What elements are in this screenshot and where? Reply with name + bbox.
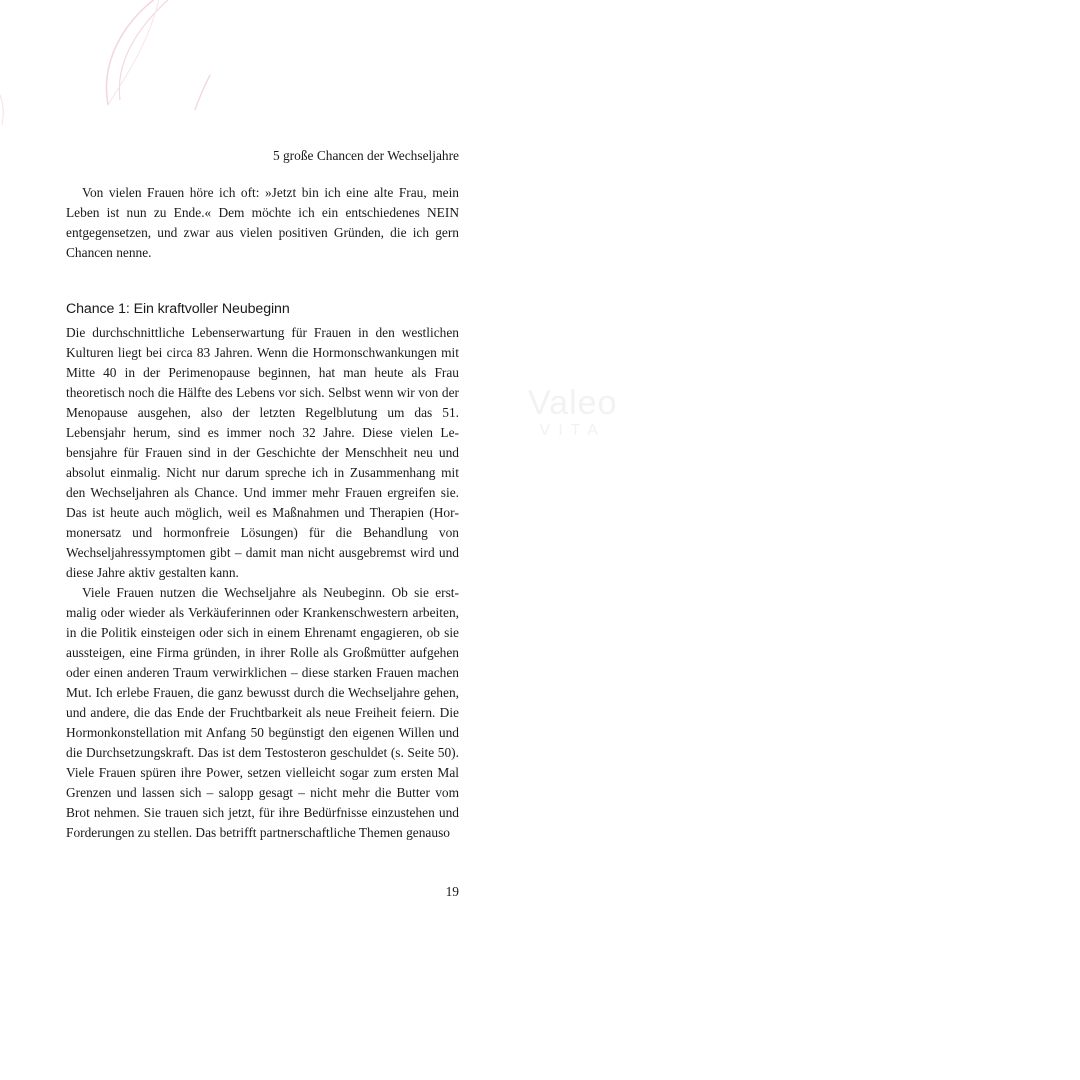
watermark-sub: VITA xyxy=(539,422,606,439)
paragraph-2: Viele Frauen nutzen die Wechseljahre als Neubeginn. Ob sie erstmalig oder wieder als Verkäuferinnen oder Krankenschwestern arbeiten, in die Politik einsteigen oder sich in einem Ehrenamt engagieren, ob sie aussteigen, eine Firma gründen, in ihrer Rolle als Großmütter aufgehen oder einen anderen Traum verwirklichen – diese starken Frauen machen Mut. Ich erlebe Frauen, die ganz bewusst durch die Wechseljahre gehen, und andere, die das Ende der Fruchtbarkeit als neue Freiheit feiern. Die Hormonkonstellation mit Anfang 50 begünstigt den eigenen Willen und die Durchsetzungskraft. Das ist dem Testosteron geschuldet (s. Seite 50). Viele Frauen spüren ihre Power, setzen vielleicht sogar zum ersten Mal Grenzen und lassen sich – salopp gesagt – nicht mehr die Butter vom Brot nehmen. Sie trauen sich jetzt, für ihre Bedürfnisse einzustehen und Forderungen zu stellen. Das betrifft partnerschaftliche Themen genauso xyxy=(66,585,459,840)
paragraph-1: Die durchschnittliche Lebenserwartung für Frauen in den westlichen Kulturen liegt bei circa 83 Jahren. Wenn die Hormonschwankungen mit Mitte 40 in der Perimenopause beginnen, hat man heute als Frau theoretisch noch die Hälfte des Lebens vor sich. Selbst wenn wir von der Menopause ausgehen, also der letzten Regelblutung um das 51. Lebensjahr herum, sind es immer noch 32 Jahre. Diese vielen Lebensjahre für Frauen sind in der Geschichte der Menschheit neu und absolut einmalig. Nicht nur darum spreche ich in Zusammenhang mit den Wechseljahren als Chance. Und immer mehr Frauen ergreifen sie. Das ist heute auch möglich, weil es Maßnahmen und Therapien (Hormonersatz und hormonfreie Lösungen) für die Behandlung von Wechseljahressymptomen gibt – damit man nicht ausgebremst wird und diese Jahre aktiv gestalten kann. xyxy=(66,325,459,580)
book-page xyxy=(66,147,459,843)
decorative-leaf-illustration xyxy=(0,0,260,130)
page-number: 19 xyxy=(445,884,459,899)
running-head: 5 große Chancen der Wechseljahre xyxy=(272,148,459,163)
watermark-main: Valeo xyxy=(528,384,618,422)
section-heading: Chance 1: Ein kraftvoller Neubeginn xyxy=(66,301,290,317)
intro-paragraph: Von vielen Frauen höre ich oft: »Jetzt bin ich eine alte Frau, mein Leben ist nun zu Ende.« Dem möchte ich ein entschiedenes NEIN entgegensetzen, und zwar aus vielen positiven Gründen, die ich gern Chancen nenne. xyxy=(66,185,459,260)
watermark xyxy=(528,385,617,441)
